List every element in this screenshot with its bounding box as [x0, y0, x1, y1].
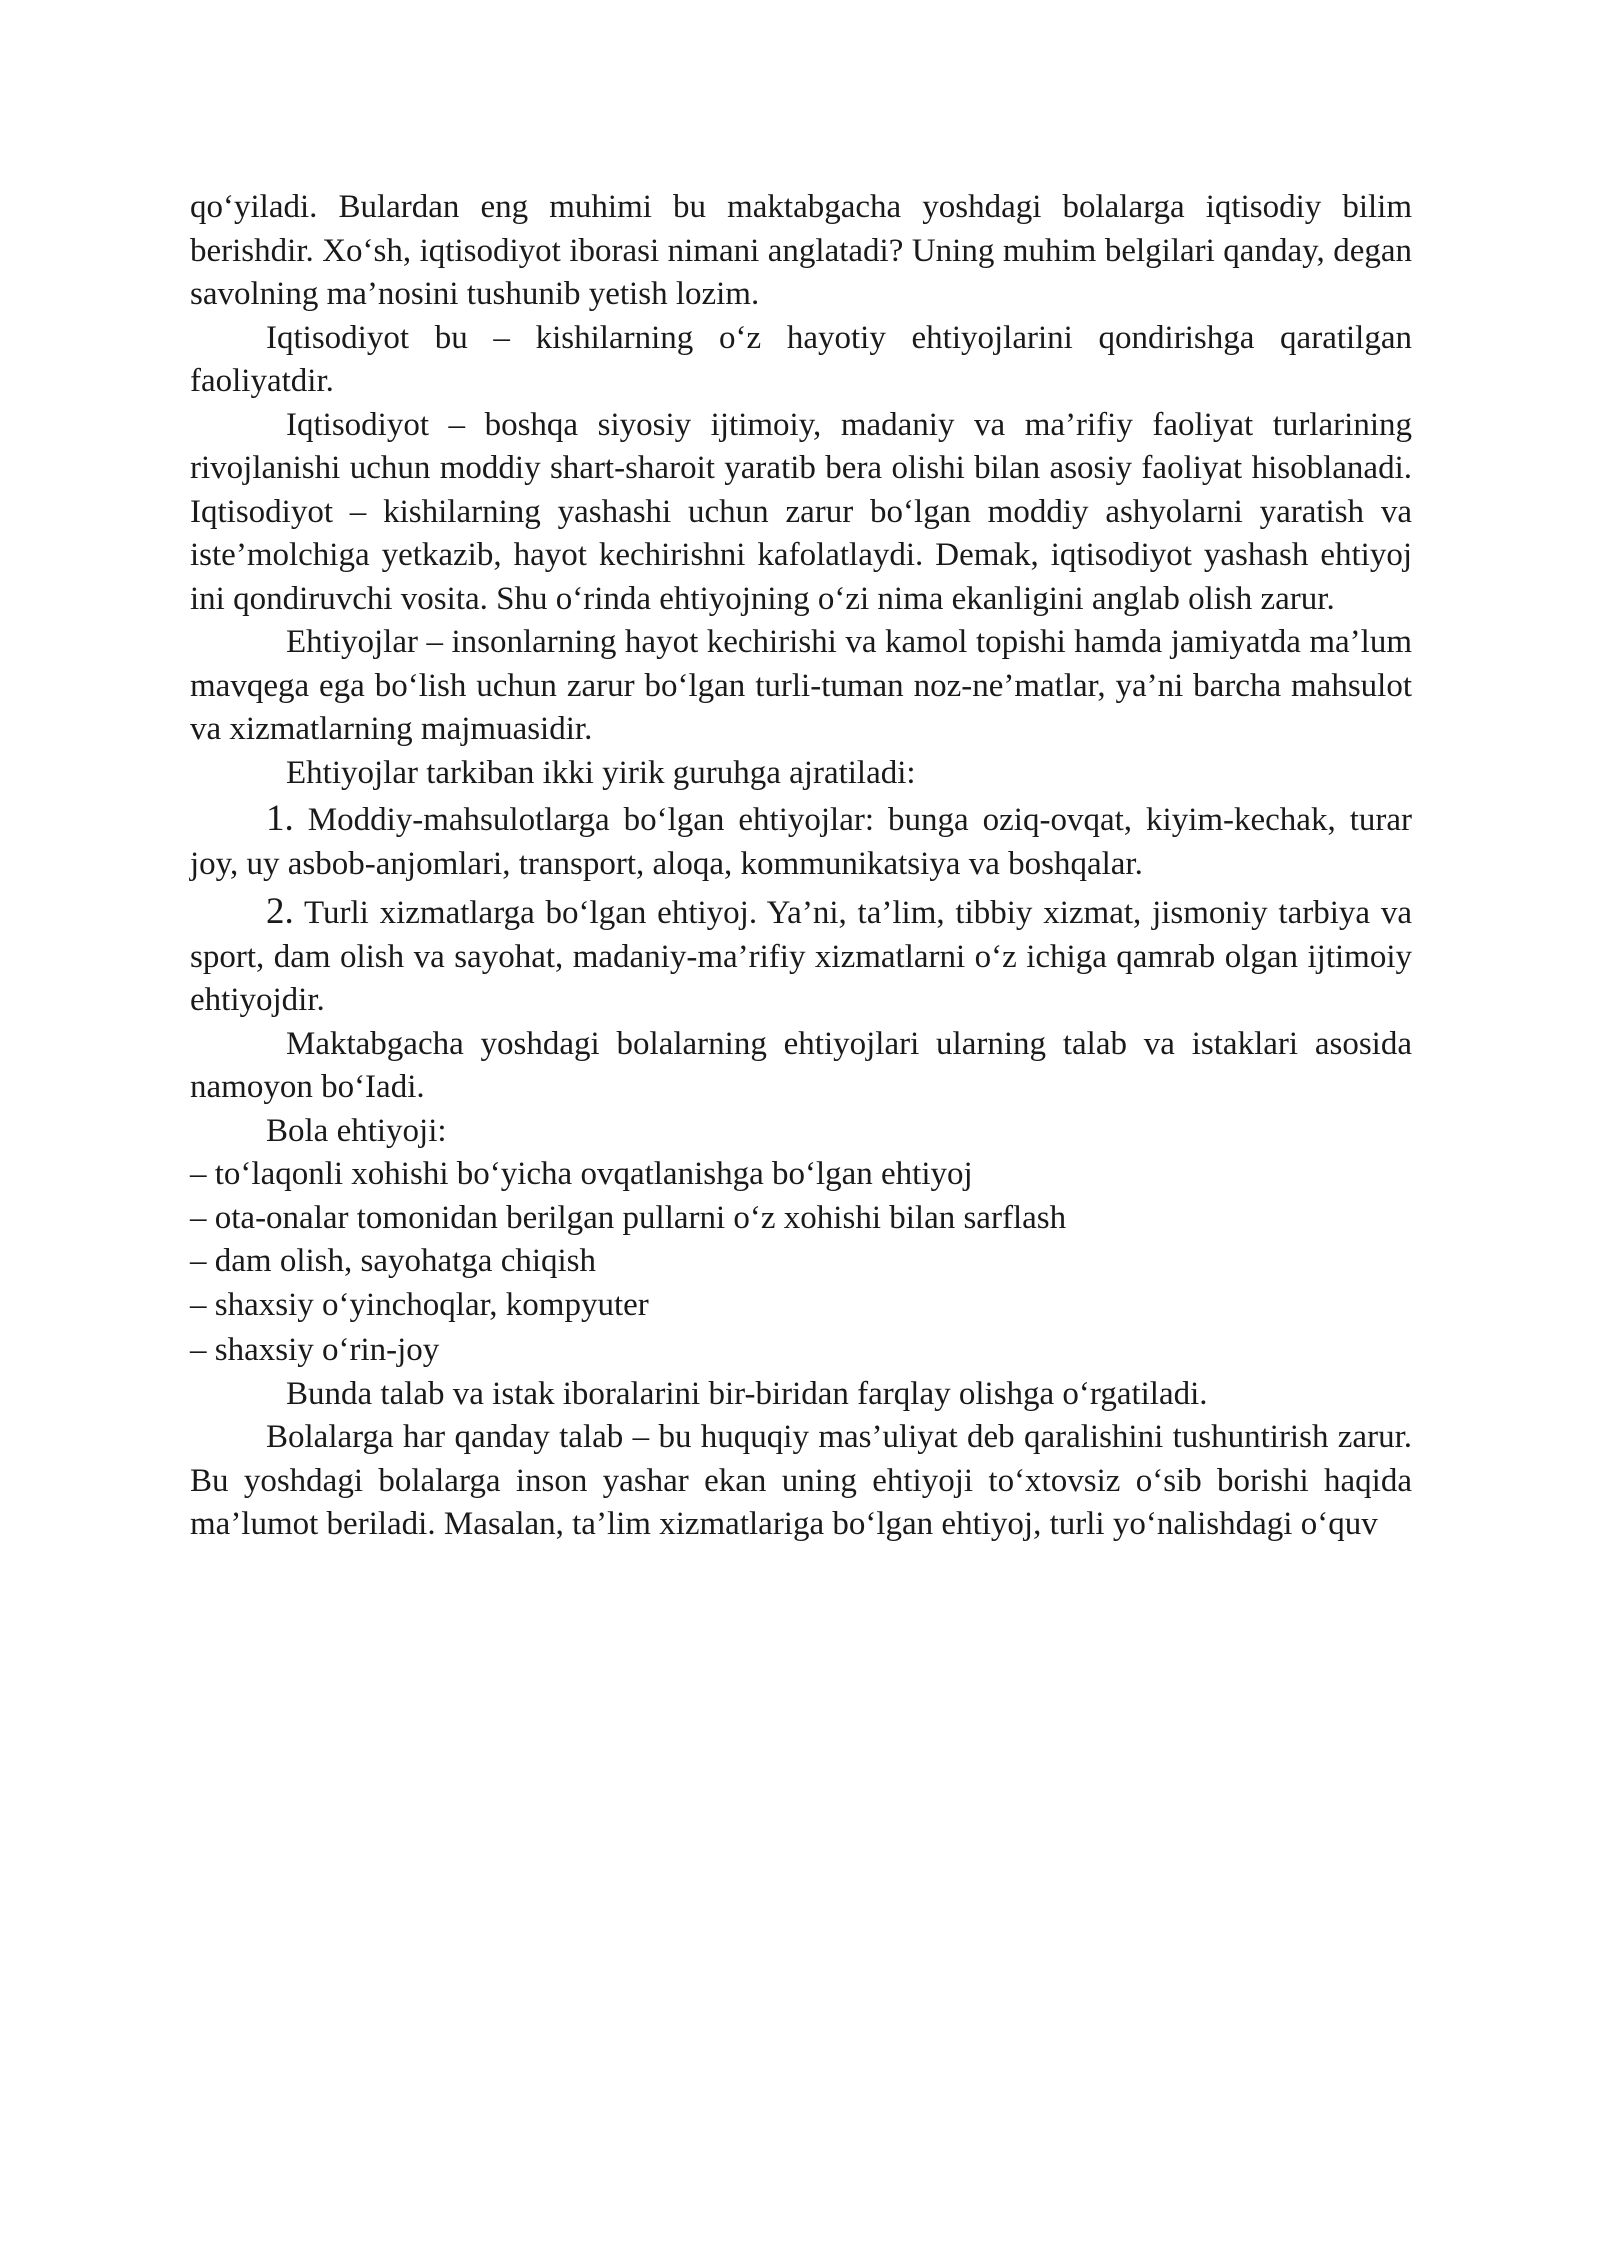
numbered-item-2-text: Turli xizmatlarga boʻlgan ehtiyoj. Ya’ni, ta’lim, tibbiy xizmat, jismoniy tarbiya va sport, dam olish va sayohat, madaniy-ma’rifiy xizmatlarni oʻz ichiga qamrab olgan ijtimoiy ehtiyojdir.	[190, 895, 1412, 1018]
paragraph-needs-groups: Ehtiyojlar tarkiban ikki yirik guruhga ajratiladi:	[286, 754, 916, 791]
numbered-item-2-number: 2.	[266, 891, 294, 932]
paragraph-needs-definition: Ehtiyojlar – insonlarning hayot kechirishi va kamol topishi hamda jamiyatda ma’lum mavqega ega boʻlish uchun zarur boʻlgan turli-tuman noz-ne’matlar, ya’ni barcha mahsulot va xizmatlarning majmuasidir.	[190, 624, 1412, 747]
paragraph-economy-role: Iqtisodiyot – boshqa siyosiy ijtimoiy, madaniy va ma’rifiy faoliyat turlarining rivojlanishi uchun moddiy shart-sharoit yaratib bera olishi bilan asosiy faoliyat hisoblanadi. Iqtisodiyot – kishilarning yashashi uchun zarur boʻlgan moddiy ashyolarni yaratish va iste’molchiga yetkazib, hayot kechirishni kafolatlaydi. Demak, iqtisodiyot yashash ehtiyoj ini qondiruvchi vosita. Shu oʻrinda ehtiyojning oʻzi nima ekanligini anglab olish zarur.	[190, 406, 1412, 617]
paragraph-child-needs-heading: Bola ehtiyoji:	[266, 1112, 447, 1149]
dash-list-item: – shaxsiy oʻrin-joy	[190, 1332, 440, 1368]
paragraph-wants-vs-needs: Bunda talab va istak iboralarini bir-biridan farqlay olishga oʻrgatiladi.	[286, 1375, 1208, 1412]
paragraph-responsibility: Bolalarga har qanday talab – bu huquqiy mas’uliyat deb qaralishini tushuntirish zarur. Bu yoshdagi bolalarga inson yashar ekan uning ehtiyoji toʻxtovsiz oʻsib borishi haqida ma’lumot beriladi. Masalan, ta’lim xizmatlariga boʻlgan ehtiyoj, turli yoʻnalishdagi oʻquv	[190, 1419, 1412, 1542]
numbered-item-1-text: Moddiy-mahsulotlarga boʻlgan ehtiyojlar: bunga oziq-ovqat, kiyim-kechak, turar joy, uy asbob-anjomlari, transport, aloqa, kommunikatsiya va boshqalar.	[190, 802, 1412, 882]
dash-list-item: – shaxsiy oʻyinchoqlar, kompyuter	[190, 1286, 649, 1323]
paragraph-preschool-needs: Maktabgacha yoshdagi bolalarning ehtiyojlari ularning talab va istaklari asosida namoyon boʻIadi.	[190, 1025, 1412, 1105]
numbered-item-1-number: 1.	[266, 798, 294, 839]
dash-list-item: – ota-onalar tomonidan berilgan pullarni oʻz xohishi bilan sarflash	[190, 1199, 1067, 1236]
numbered-item-2	[190, 890, 1412, 1023]
paragraph-intro: qoʻyiladi. Bulardan eng muhimi bu maktabgacha yoshdagi bolalarga iqtisodiy bilim berishdir. Xoʻsh, iqtisodiyot iborasi nimani anglatadi? Uning muhim belgilari qanday, degan savolning ma’nosini tushunib yetish lozim.	[190, 189, 1412, 312]
document-page	[190, 186, 1412, 1547]
paragraph-economy-definition: Iqtisodiyot bu – kishilarning oʻz hayotiy ehtiyojlarini qondirishga qaratilgan faoliyatdir.	[190, 319, 1412, 399]
dash-list-item: – toʻlaqonli xohishi boʻyicha ovqatlanishga boʻlgan ehtiyoj	[190, 1156, 973, 1192]
numbered-item-1	[190, 797, 1412, 886]
dash-list-item: – dam olish, sayohatga chiqish	[190, 1243, 597, 1279]
